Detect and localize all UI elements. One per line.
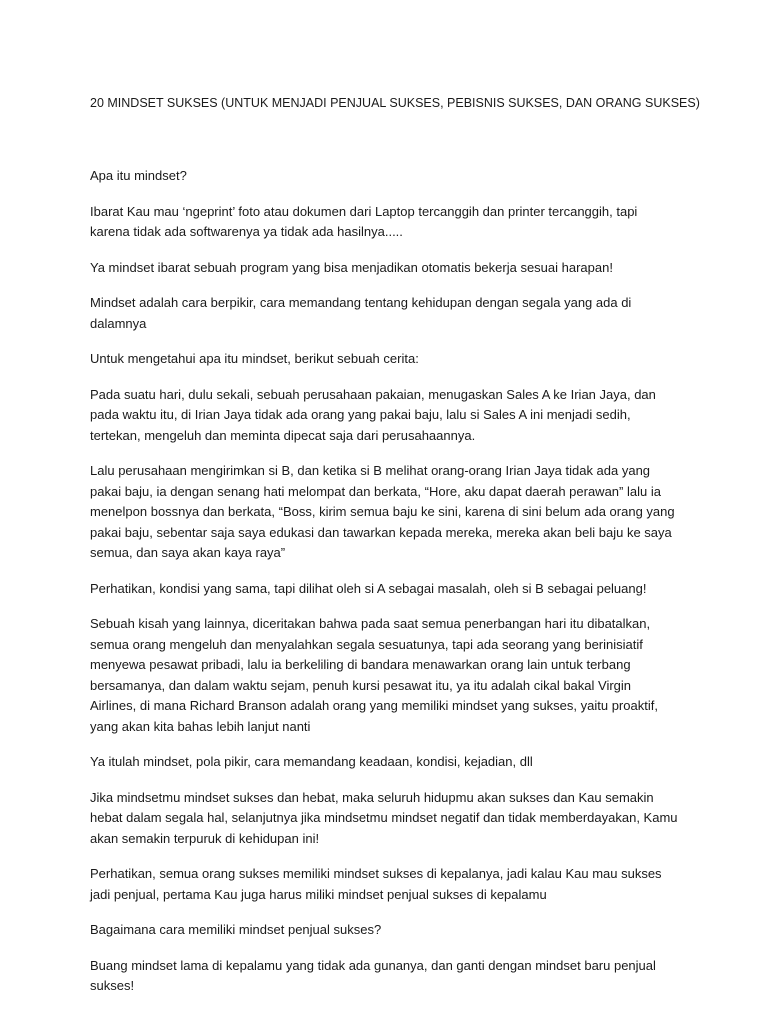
- paragraph-successful-people: Perhatikan, semua orang sukses memiliki mindset sukses di kepalanya, jadi kalau Kau mau sukses jadi penjual, pertama Kau juga harus miliki mindset penjual sukses di kepalamu: [90, 866, 662, 902]
- document-body: [90, 94, 700, 1012]
- paragraph-what-is-mindset: Apa itu mindset?: [90, 168, 187, 183]
- paragraph-replace-mindset: Buang mindset lama di kepalamu yang tidak ada gunanya, dan ganti dengan mindset baru penjual sukses!: [90, 957, 656, 993]
- paragraph-sales-a: Pada suatu hari, dulu sekali, sebuah perusahaan pakaian, menugaskan Sales A ke Irian Jaya, dan pada waktu itu, di Irian Jaya tidak ada orang yang pakai baju, lalu si Sales A ini menjadi sedih, tertekan, mengeluh dan meminta dipecat saja dari perusahaannya.: [90, 386, 656, 443]
- paragraph-printer-analogy: Ibarat Kau mau ‘ngeprint’ foto atau dokumen dari Laptop tercanggih dan printer tercanggih, tapi karena tidak ada softwarenya ya tidak ada hasilnya.....: [90, 203, 638, 239]
- paragraph-program-analogy: Ya mindset ibarat sebuah program yang bisa menjadikan otomatis bekerja sesuai harapan!: [90, 259, 613, 275]
- paragraph-that-is-mindset: Ya itulah mindset, pola pikir, cara memandang keadaan, kondisi, kejadian, dll: [90, 754, 533, 769]
- paragraph-story-intro: Untuk mengetahui apa itu mindset, berikut sebuah cerita:: [90, 351, 419, 366]
- paragraph-sales-b: Lalu perusahaan mengirimkan si B, dan ketika si B melihat orang-orang Irian Jaya tidak ada yang pakai baju, ia dengan senang hati melompat dan berkata, “Hore, aku dapat daerah perawan” lalu ia menelpon bossnya dan berkata, “Boss, kirim semua baju ke sini, karena di sini belum ada orang yang pakai baju, sebentar saja saya edukasi dan tawarkan kepada mereka, mereka akan beli baju ke saya semua, dan saya akan kaya raya”: [90, 463, 675, 560]
- paragraph-problem-vs-opportunity: Perhatikan, kondisi yang sama, tapi dilihat oleh si A sebagai masalah, oleh si B sebagai peluang!: [90, 580, 647, 596]
- paragraph-virgin-airlines: Sebuah kisah yang lainnya, diceritakan bahwa pada saat semua penerbangan hari itu dibatalkan, semua orang mengeluh dan menyalahkan segala sesuatunya, tapi ada seorang yang berinisiatif menyewa pesawat pribadi, lalu ia berkeliling di bandara menawarkan orang lain untuk terbang bersamanya, dan dalam waktu sejam, penuh kursi pesawat itu, ya itu adalah cikal bakal Virgin Airlines, di mana Richard Branson adalah orang yang memiliki mindset yang sukses, yaitu proaktif, yang akan kita bahas lebih lanjut nanti: [90, 616, 658, 734]
- paragraph-how-question: Bagaimana cara memiliki mindset penjual sukses?: [90, 922, 382, 937]
- paragraph-success-vs-negative: Jika mindsetmu mindset sukses dan hebat, maka seluruh hidupmu akan sukses dan Kau semakin hebat dalam segala hal, selanjutnya jika mindsetmu mindset negatif dan tidak memberdayakan, Kamu akan semakin terpuruk di kehidupan ini!: [90, 789, 678, 846]
- document-title: 20 MINDSET SUKSES (UNTUK MENJADI PENJUAL SUKSES, PEBISNIS SUKSES, DAN ORANG SUKSES): [90, 96, 700, 110]
- paragraph-definition: Mindset adalah cara berpikir, cara memandang tentang kehidupan dengan segala yang ada di dalamnya: [90, 295, 632, 331]
